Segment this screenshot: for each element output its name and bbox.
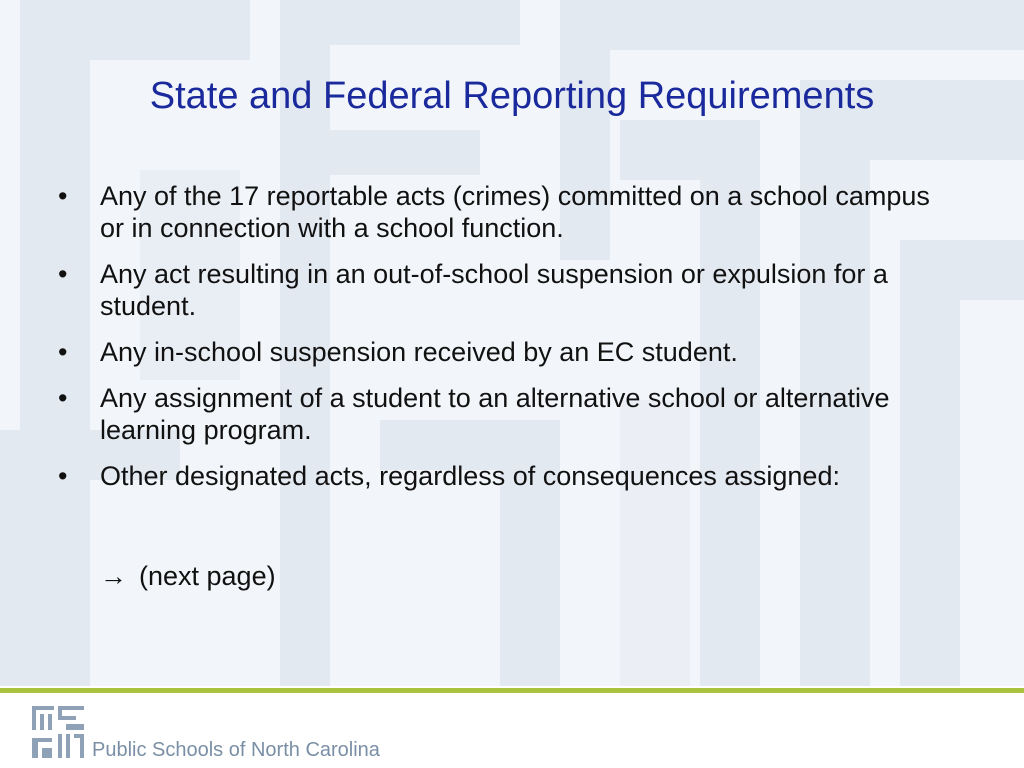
bullet-item: [56, 258, 956, 322]
bullet-item: [56, 460, 956, 492]
slide-title: State and Federal Reporting Requirements: [149, 75, 875, 117]
next-page-note: [100, 560, 276, 592]
bullet-item: [56, 180, 956, 244]
bullet-marker: •: [58, 259, 68, 289]
next-page-text: (next page): [139, 561, 276, 591]
bullet-text: Other designated acts, regardless of consequences assigned:: [100, 461, 840, 491]
bullet-text: Any of the 17 reportable acts (crimes) committed on a school campus or in connection with a school function.: [100, 181, 930, 243]
bullet-marker: •: [58, 461, 68, 491]
footer-divider: [0, 688, 1024, 693]
bullet-text: Any act resulting in an out-of-school suspension or expulsion for a student.: [100, 259, 888, 321]
bullet-text: Any in-school suspension received by an EC student.: [100, 337, 738, 367]
bullet-item: [56, 382, 956, 446]
psnc-logo-icon: [30, 704, 86, 760]
bullet-list: [56, 180, 956, 506]
bullet-marker: •: [58, 337, 68, 367]
bullet-text: Any assignment of a student to an alternative school or alternative learning program.: [100, 383, 890, 445]
arrow-right-icon: →: [100, 561, 127, 591]
footer-organization-name: Public Schools of North Carolina: [92, 739, 380, 761]
bullet-item: [56, 336, 956, 368]
bullet-marker: •: [58, 383, 68, 413]
bullet-marker: •: [58, 181, 68, 211]
